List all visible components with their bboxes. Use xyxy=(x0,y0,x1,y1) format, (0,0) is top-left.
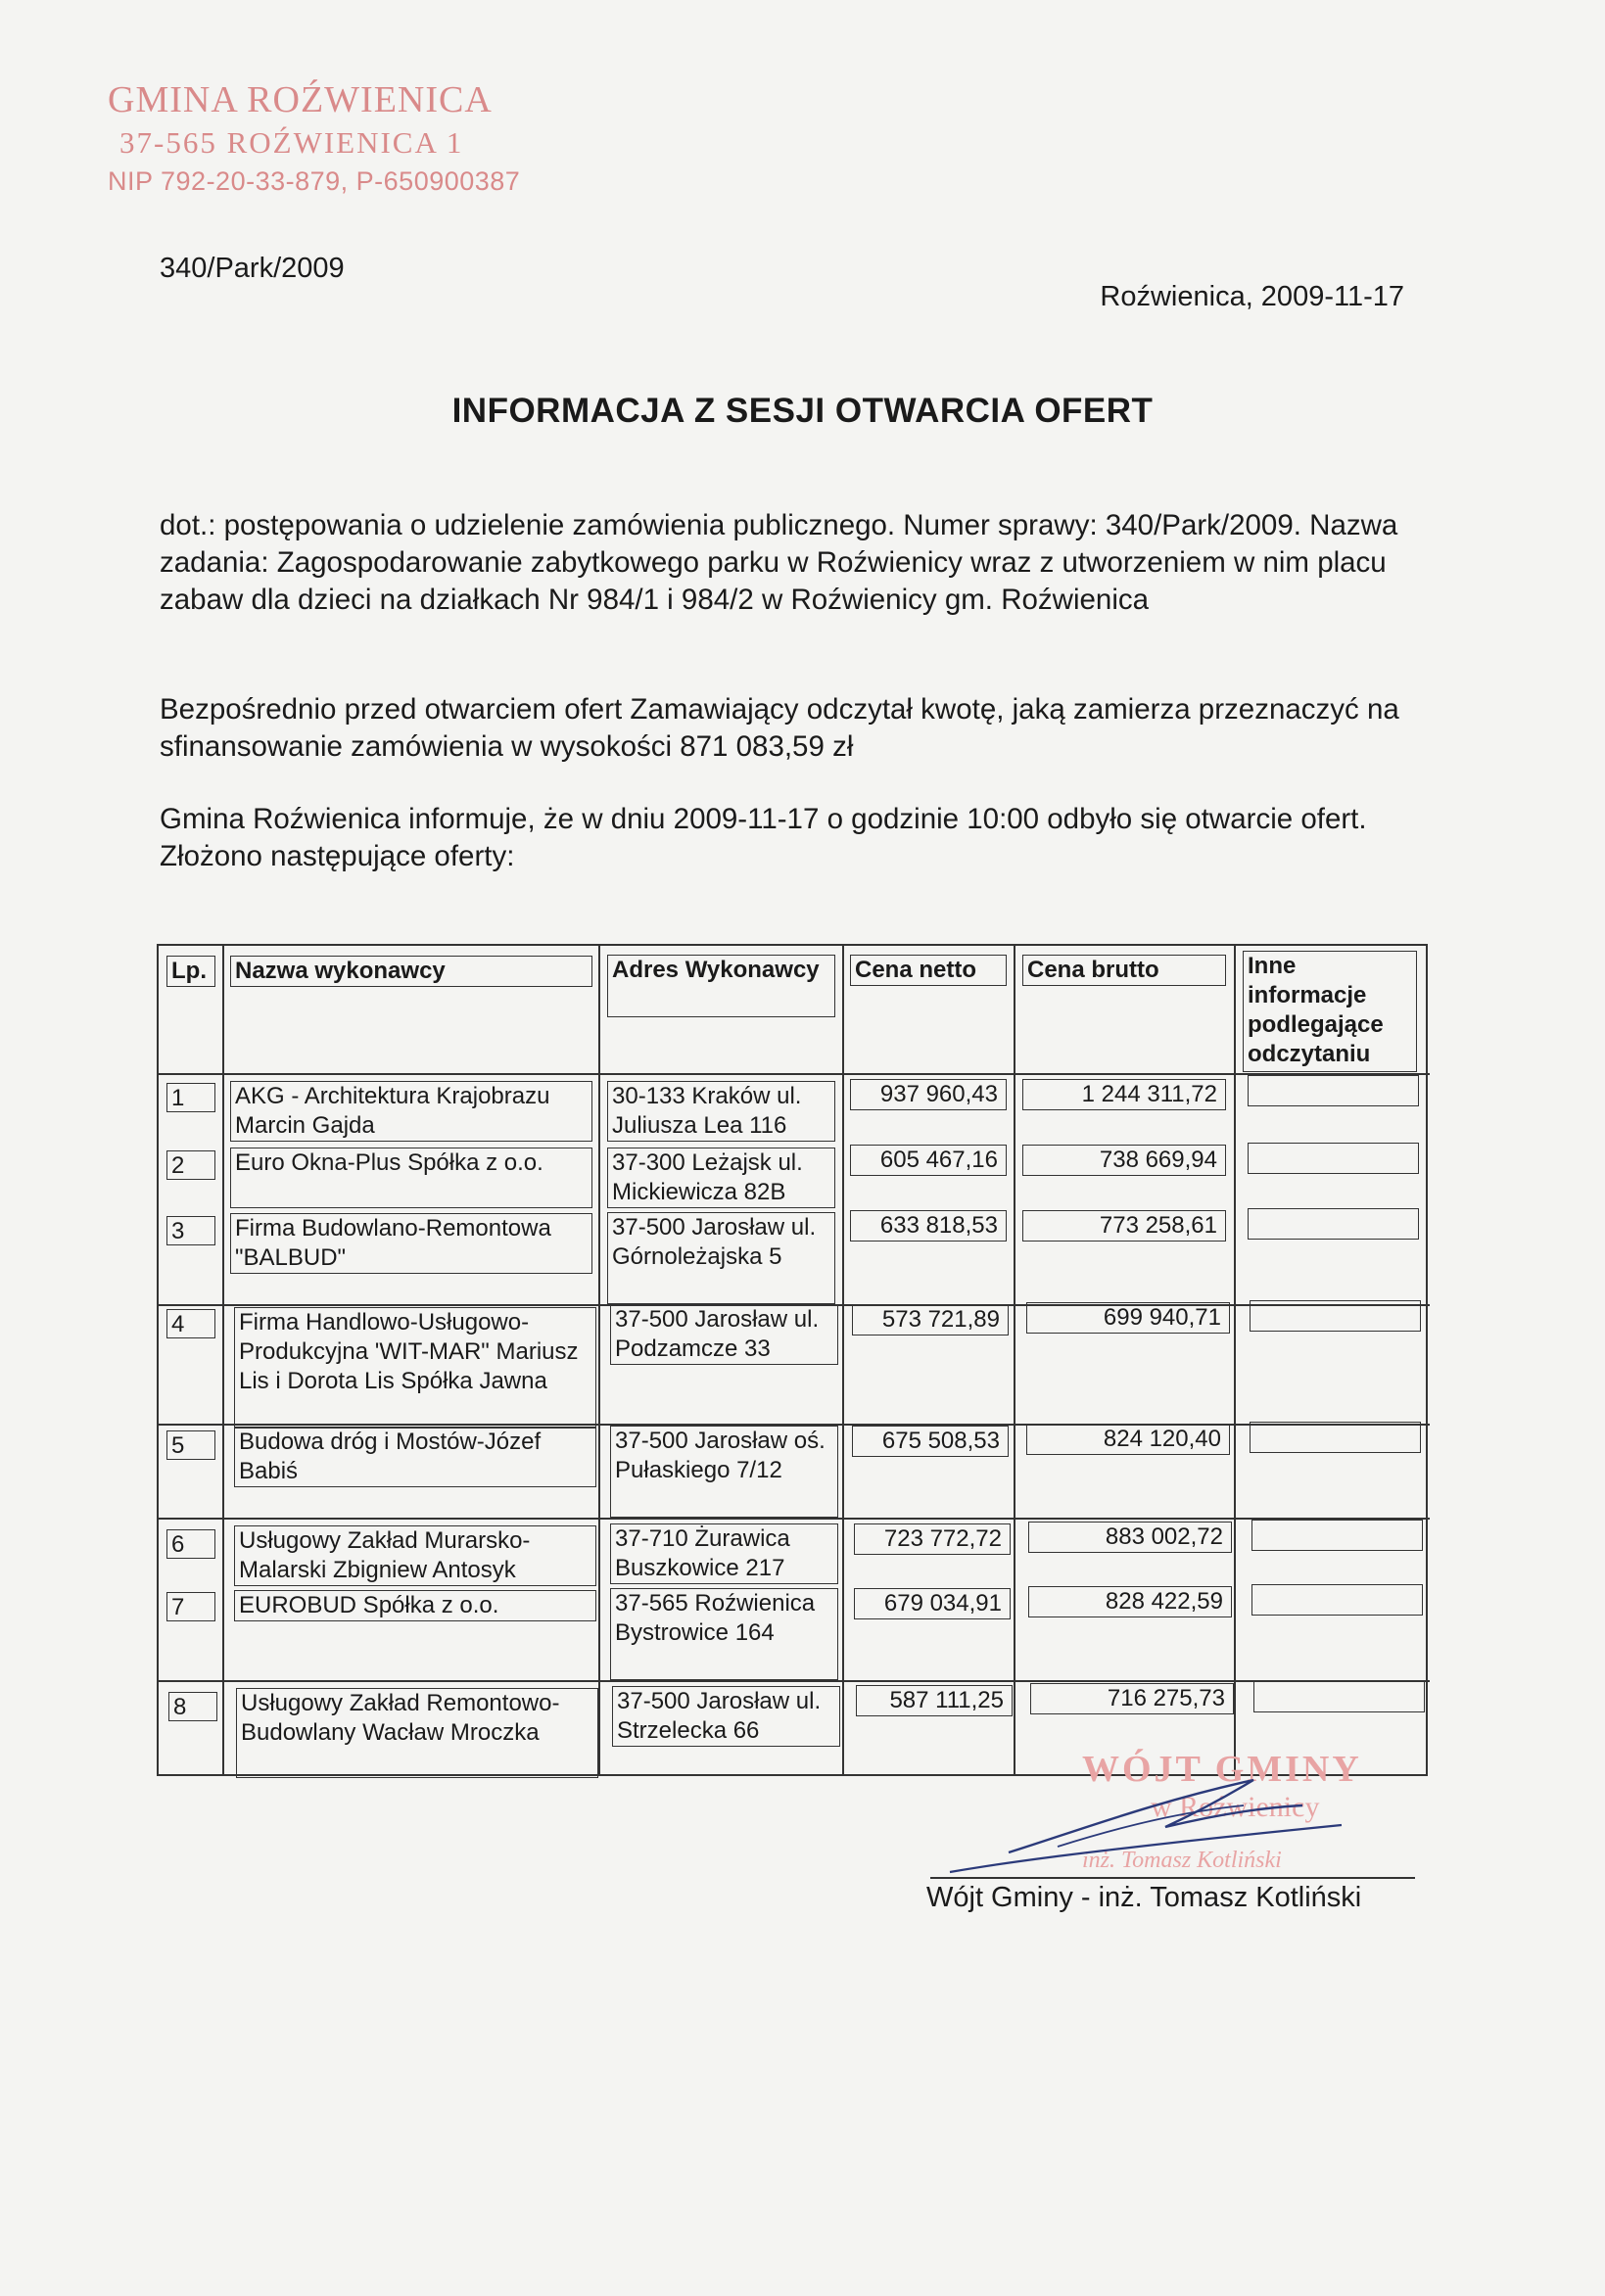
row-7-other xyxy=(1251,1584,1423,1616)
row-5-name: Budowa dróg i Mostów-Józef Babiś xyxy=(234,1427,596,1487)
row-8-lp: 8 xyxy=(168,1692,217,1721)
stamp-line-3: inż. Tomasz Kotliński xyxy=(1082,1848,1282,1873)
row-5-gross: 824 120,40 xyxy=(1026,1424,1230,1455)
row-5-net: 675 508,53 xyxy=(852,1426,1009,1457)
header-other: Inne informacje podlegające odczytaniu xyxy=(1243,951,1417,1072)
opening-paragraph: Gmina Roźwienica informuje, że w dniu 2009-11-17 o godzinie 10:00 odbyło się otwarcie ofert. Złożono następujące oferty: xyxy=(160,803,1367,872)
stamp-line-2: w Roźwienicy xyxy=(1151,1791,1320,1823)
signature-caption: Wójt Gminy - inż. Tomasz Kotliński xyxy=(926,1882,1362,1913)
stamp-line-1: WÓJT GMINY xyxy=(1082,1749,1362,1790)
row-6-lp: 6 xyxy=(166,1529,215,1559)
offers-table xyxy=(157,944,1428,1776)
row-3-lp: 3 xyxy=(166,1216,215,1245)
row-4-gross: 699 940,71 xyxy=(1026,1302,1230,1334)
row-6-other xyxy=(1251,1520,1423,1551)
row-5-lp: 5 xyxy=(166,1430,215,1460)
row-8-gross: 716 275,73 xyxy=(1030,1683,1234,1714)
header-address: Adres Wykonawcy xyxy=(607,955,835,1017)
reference-number: 340/Park/2009 xyxy=(160,253,345,284)
row-7-gross: 828 422,59 xyxy=(1028,1586,1232,1617)
row-4-lp: 4 xyxy=(166,1309,215,1338)
row-2-lp: 2 xyxy=(166,1150,215,1180)
row-8-net: 587 111,25 xyxy=(856,1685,1013,1716)
row-7-net: 679 034,91 xyxy=(854,1588,1011,1619)
row-4-address: 37-500 Jarosław ul. Podzamcze 33 xyxy=(610,1304,838,1365)
row-6-name: Usługowy Zakład Murarsko-Malarski Zbigniew Antosyk xyxy=(234,1525,596,1586)
document-title: INFORMACJA Z SESJI OTWARCIA OFERT xyxy=(451,392,1154,430)
letterhead-address: 37-565 ROŹWIENICA 1 xyxy=(119,125,464,160)
row-6-net: 723 772,72 xyxy=(854,1523,1011,1555)
header-lp: Lp. xyxy=(166,956,215,987)
row-5-address: 37-500 Jarosław oś. Pułaskiego 7/12 xyxy=(610,1426,838,1518)
row-7-address: 37-565 Roźwienica Bystrowice 164 xyxy=(610,1588,838,1680)
header-gross: Cena brutto xyxy=(1022,955,1226,986)
header-net: Cena netto xyxy=(850,955,1007,986)
row-2-name: Euro Okna-Plus Spółka z o.o. xyxy=(230,1148,592,1208)
letterhead-stamp xyxy=(108,78,520,197)
row-7-lp: 7 xyxy=(166,1592,215,1621)
row-1-other xyxy=(1248,1075,1419,1106)
signature-line xyxy=(930,1877,1415,1879)
row-2-gross: 738 669,94 xyxy=(1022,1145,1226,1176)
row-7-name: EUROBUD Spółka z o.o. xyxy=(234,1590,596,1621)
row-4-name: Firma Handlowo-Usługowo-Produkcyjna 'WIT-MAR" Mariusz Lis i Dorota Lis Spółka Jawna xyxy=(234,1307,596,1429)
row-4-other xyxy=(1250,1300,1421,1332)
handwritten-signature xyxy=(930,1762,1361,1880)
row-8-address: 37-500 Jarosław ul. Strzelecka 66 xyxy=(612,1686,840,1747)
letterhead-name: GMINA ROŹWIENICA xyxy=(108,79,493,120)
place-date: Roźwienica, 2009-11-17 xyxy=(1100,281,1404,312)
row-2-other xyxy=(1248,1143,1419,1174)
subject-paragraph: dot.: postępowania o udzielenie zamówienia publicznego. Numer sprawy: 340/Park/2009. Nazwa zadania: Zagospodarowanie zabytkowego parku w Roźwienicy wraz z utworzeniem w nim placu zabaw dla dzieci na działkach Nr 984/1 i 984/2 w Roźwienicy gm. Roźwienica xyxy=(160,509,1398,616)
row-2-net: 605 467,16 xyxy=(850,1145,1007,1176)
row-1-address: 30-133 Kraków ul. Juliusza Lea 116 xyxy=(607,1081,835,1142)
header-name: Nazwa wykonawcy xyxy=(230,956,592,987)
row-4-net: 573 721,89 xyxy=(852,1304,1009,1335)
row-8-name: Usługowy Zakład Remontowo-Budowlany Wacław Mroczka xyxy=(236,1688,598,1778)
row-1-net: 937 960,43 xyxy=(850,1079,1007,1110)
budget-paragraph: Bezpośrednio przed otwarciem ofert Zamawiający odczytał kwotę, jaką zamierza przeznaczyć na sfinansowanie zamówienia w wysokości 871 083,59 zł xyxy=(160,693,1399,763)
row-3-other xyxy=(1248,1208,1419,1240)
row-2-address: 37-300 Leżajsk ul. Mickiewicza 82B xyxy=(607,1148,835,1208)
row-3-gross: 773 258,61 xyxy=(1022,1210,1226,1242)
row-8-other xyxy=(1253,1681,1425,1712)
row-1-gross: 1 244 311,72 xyxy=(1022,1079,1226,1110)
row-1-lp: 1 xyxy=(166,1083,215,1112)
row-1-name: AKG - Architektura Krajobrazu Marcin Gajda xyxy=(230,1081,592,1142)
row-3-net: 633 818,53 xyxy=(850,1210,1007,1242)
row-5-other xyxy=(1250,1422,1421,1453)
row-6-address: 37-710 Żurawica Buszkowice 217 xyxy=(610,1523,838,1584)
row-6-gross: 883 002,72 xyxy=(1028,1522,1232,1553)
row-3-name: Firma Budowlano-Remontowa "BALBUD" xyxy=(230,1213,592,1274)
row-3-address: 37-500 Jarosław ul. Górnoleżajska 5 xyxy=(607,1212,835,1304)
letterhead-ids: NIP 792-20-33-879, P-650900387 xyxy=(108,166,521,196)
